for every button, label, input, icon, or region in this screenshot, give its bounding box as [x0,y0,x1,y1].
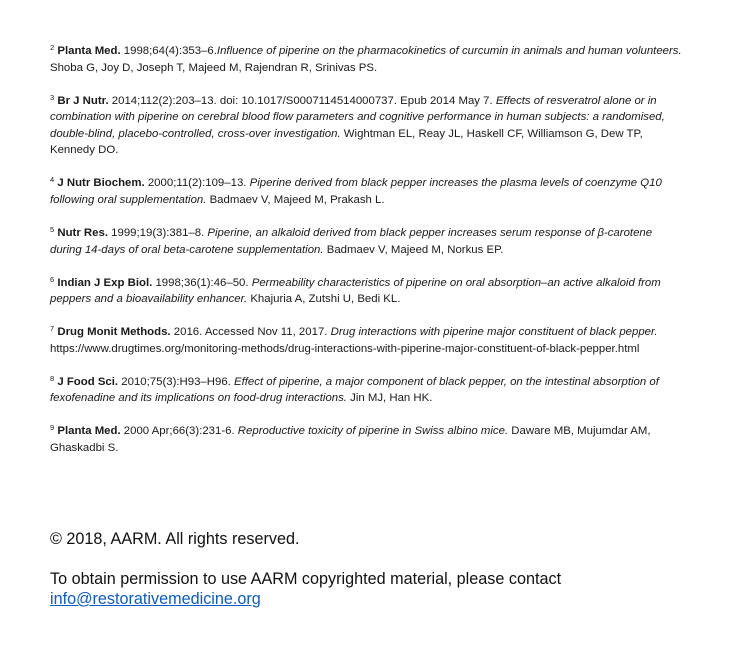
reference-citation: 2000 Apr;66(3):231-6. [120,425,238,438]
reference-citation: 2000;11(2):109–13. [144,177,250,190]
reference-item [50,93,682,159]
reference-authors: Badmaev V, Majeed M, Norkus EP. [323,243,504,256]
reference-item [50,324,682,357]
reference-journal: Drug Monit Methods. [57,326,171,339]
reference-journal: J Nutr Biochem. [57,177,145,190]
reference-item [50,175,682,208]
reference-authors: Daware MB, Mujumdar AM, Ghaskadbi S. [50,425,651,454]
reference-citation: 1998;64(4):353–6. [120,45,217,57]
reference-citation: 2010;75(3):H93–H96. [118,375,234,388]
reference-journal: Planta Med. [57,425,121,438]
reference-citation: 1999;19(3):381–8. [107,226,208,239]
reference-item [50,374,682,407]
copyright-notice: © 2018, AARM. All rights reserved. [50,530,300,548]
reference-authors: Jin MJ, Han HK. [346,392,433,405]
reference-title: Effect of piperine, a major component of black pepper, on the intestinal absorption of fexofenadine and its implications on food-drug interactions. [50,375,659,405]
reference-title: Permeability characteristics of piperine on oral absorption–an active alkaloid from peppers and a bioavailability enhancer. [50,276,661,306]
reference-url[interactable]: https://www.drugtimes.org/monitoring-methods/drug-interactions-with-piperine-major-constituent-of-black-pepper.html [50,342,640,355]
permission-text: To obtain permission to use AARM copyrighted material, please contact [50,570,562,588]
page-footer [50,529,710,609]
reference-authors: Khajuria A, Zutshi U, Bedi KL. [247,293,401,306]
reference-title: Influence of piperine on the pharmacokinetics of curcumin in animals and human volunteers. [216,45,682,57]
reference-title: Reproductive toxicity of piperine in Swiss albino mice. [237,425,509,438]
reference-number: 5 [50,224,55,234]
reference-number: 2 [50,43,55,52]
reference-number: 4 [50,175,55,185]
reference-title: Piperine derived from black pepper increases the plasma levels of coenzyme Q10 following oral supplementation. [50,177,662,206]
reference-journal: Nutr Res. [57,226,108,239]
reference-title: Effects of resveratrol alone or in combination with piperine on cerebral blood flow parameters and cognitive performance in human subjects: a randomised, double-blind, placebo-controlled, cross-over investigation. [50,94,665,140]
reference-title: Piperine, an alkaloid derived from black pepper increases serum response of β-carotene during 14-days of oral beta-carotene supplementation. [50,226,653,256]
reference-number: 7 [50,324,55,334]
reference-citation: 2014;112(2):203–13. doi: 10.1017/S0007114514000737. Epub 2014 May 7. [108,94,496,107]
reference-number: 6 [50,274,55,284]
reference-journal: Br J Nutr. [57,94,109,107]
reference-list [50,43,682,473]
reference-citation: 1998;36(1):46–50. [152,276,252,289]
reference-item [50,423,682,456]
reference-authors: Badmaev V, Majeed M, Prakash L. [206,193,385,206]
reference-authors: Shoba G, Joy D, Joseph T, Majeed M, Rajendran R, Srinivas PS. [50,61,378,74]
reference-item [50,43,682,76]
reference-journal: Planta Med. [57,45,121,57]
reference-item [50,275,682,308]
reference-title: Drug interactions with piperine major constituent of black pepper. [330,326,658,339]
reference-number: 8 [50,373,55,383]
reference-citation: 2016. Accessed Nov 11, 2017. [170,326,331,339]
reference-journal: J Food Sci. [57,375,119,388]
contact-email-link[interactable]: info@restorativemedicine.org [50,590,261,608]
reference-journal: Indian J Exp Biol. [57,276,153,289]
reference-number: 3 [50,92,55,102]
permission-notice [50,569,710,609]
reference-number: 9 [50,423,55,433]
reference-authors: Wightman EL, Reay JL, Haskell CF, Williamson G, Dew TP, Kennedy DO. [50,127,643,157]
reference-item [50,225,682,258]
